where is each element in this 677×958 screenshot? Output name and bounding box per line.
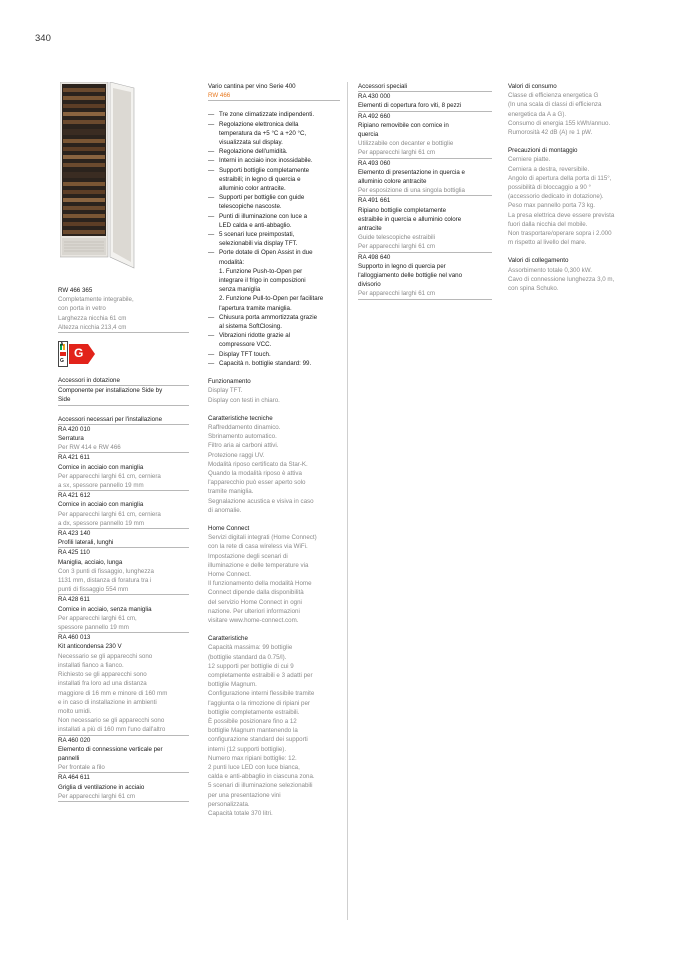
item-name: l'alloggiamento delle bottiglie nel vano <box>358 272 463 280</box>
section-line: Servizi digitali integrati (Home Connect) <box>208 534 317 542</box>
product-title: Vario cantina per vino Serie 400 <box>208 83 296 90</box>
section-line: 2 punti luce LED con luce bianca, <box>208 764 300 772</box>
section-line: calda e anti-abbaglio in ciascuna zona. <box>208 773 315 781</box>
section-line: 12 supporti per bottiglie di cui 9 <box>208 662 294 670</box>
item-note: installati a più di 160 mm l'uno dall'altro <box>58 725 189 735</box>
item-name: Cornice in acciaio con maniglia <box>58 463 144 471</box>
item-note: Per esposizione di una singola bottiglia <box>358 186 492 196</box>
section-funzionamento <box>208 377 340 405</box>
item-name: Elementi di copertura foro viti, 8 pezzi <box>358 101 492 111</box>
item-name: pannelli <box>58 754 80 762</box>
section-line: Assorbimento totale 0,300 kW. <box>508 266 592 274</box>
feature-item: — Interni in acciaio inox inossidabile. <box>208 156 340 165</box>
column-1 <box>58 286 189 333</box>
column-separator <box>347 82 348 920</box>
section-line: 5 scenari di illuminazione selezionabili <box>208 782 313 790</box>
item-note: e in caso di installazione in ambienti <box>58 698 157 706</box>
item-note: Per apparecchi larghi 61 cm <box>358 148 492 158</box>
section-line: completamente estraibili e 3 adatti per <box>208 671 313 679</box>
item-code: RA 498 640 <box>358 253 391 261</box>
energy-label <box>58 341 98 372</box>
section-title: Valori di collegamento <box>508 257 569 265</box>
section-line: visitare www.home-connect.com. <box>208 616 299 624</box>
feature-item: — Tre zone climatizzate indipendenti. <box>208 110 340 119</box>
energy-class: G <box>74 346 84 360</box>
item-name: Elemento di connessione verticale per <box>58 745 163 753</box>
feature-item: — Punti di illuminazione con luce a LED calda e anti-abbaglio. <box>208 212 340 230</box>
section-line: Numero max ripiani bottiglie: 12. <box>208 754 297 762</box>
section-line: del servizio Home Connect in ogni <box>208 598 302 606</box>
wine-cabinet-illustration <box>60 82 160 277</box>
item-note: Per apparecchi larghi 61 cm <box>358 242 492 252</box>
section-title: Home Connect <box>208 524 250 532</box>
section-line: Consumo di energia 155 kWh/annuo. <box>508 119 611 127</box>
item-name: Elemento di presentazione in quercia e <box>358 168 465 176</box>
model-number: RW 466 365 <box>58 287 93 294</box>
section-line: (bottiglie standard da 0.75/l). <box>208 653 287 661</box>
included-item: Side <box>58 395 189 405</box>
item-note: a sx, spessore pannello 19 mm <box>58 481 189 491</box>
section-line: Cerniera a destra, reversibile. <box>508 165 590 173</box>
item-note: Non necessario se gli apparecchi sono <box>58 717 165 725</box>
section-line: Classe di efficienza energetica G <box>508 92 599 100</box>
section-line: l'aggiunta o la rimozione di ripiani per <box>208 699 310 707</box>
section-line: Angolo di apertura della porta di 115°, <box>508 174 612 182</box>
item-code: RA 460 013 <box>58 634 91 642</box>
item-name: antracite <box>358 225 382 233</box>
item-name: Ripiano removibile con cornice in <box>358 121 449 129</box>
item-name: estraibile in quercia e alluminio colore <box>358 215 462 223</box>
item-note: Utilizzabile con decanter e bottiglie <box>358 140 454 148</box>
section-line: illuminazione e delle temperature via <box>208 561 309 569</box>
model-desc-line: Completamente integrabile, <box>58 296 134 304</box>
item-note: spessore pannello 19 mm <box>58 623 189 633</box>
column-3 <box>358 82 492 300</box>
included-title: Accessori in dotazione <box>58 376 189 386</box>
item-note: a dx, spessore pannello 19 mm <box>58 519 189 529</box>
feature-item: — Regolazione dell'umidità. <box>208 147 340 156</box>
section-line: Impostazione degli scenari di <box>208 552 288 560</box>
included-item: Componente per installazione Side by <box>58 387 163 395</box>
section-caratteristiche <box>208 634 340 818</box>
item-name: Cornice in acciaio con maniglia <box>58 501 144 509</box>
item-name: alluminio colore antracite <box>358 178 427 186</box>
item-code: RA 428 611 <box>58 596 90 604</box>
wine-cabinet-image <box>60 82 160 277</box>
item-note: punti di fissaggio 554 mm <box>58 585 189 595</box>
section-line: fuori dalla nicchia del mobile. <box>508 220 588 228</box>
feature-item: — Chiusura porta ammortizzata grazie al sistema SoftClosing. <box>208 313 340 331</box>
item-name: Ripiano bottiglie completamente <box>358 206 447 214</box>
item-code: RA 421 612 <box>58 492 91 500</box>
section-line: configurazione standard dei supporti <box>208 736 308 744</box>
section-line: Display TFT. <box>208 387 243 395</box>
item-note: Per apparecchi larghi 61 cm, cerniera <box>58 472 161 480</box>
item-code: RA 464 611 <box>58 774 90 782</box>
section-line: Segnalazione acustica e visiva in caso <box>208 497 314 505</box>
item-name: Maniglia, acciaio, lunga <box>58 558 123 566</box>
item-code: RA 491 661 <box>358 197 391 205</box>
item-note: Guide telescopiche estraibili <box>358 234 436 242</box>
section-line: con spina Schuko. <box>508 285 559 293</box>
section-line: Non trasportare/operare sopra i 2.000 <box>508 230 612 238</box>
section-line: energetica da A a G). <box>508 110 567 118</box>
feature-item: — Capacità n. bottiglie standard: 99. <box>208 359 340 368</box>
special-accessories-title: Accessori speciali <box>358 82 492 92</box>
feature-item: — 5 scenari luce preimpostati, selezionabili via display TFT. <box>208 230 340 248</box>
section-line: l'apparecchio può esser aperto solo <box>208 479 306 487</box>
section-line: possibilità di bloccaggio a 90 ° <box>508 184 591 192</box>
section-line: Cerniere piatte. <box>508 156 551 164</box>
section-title: Caratteristiche <box>208 635 248 643</box>
section-line: Peso max pannello porta 73 kg. <box>508 202 596 210</box>
item-code: RA 430 000 <box>358 93 391 101</box>
item-note: Necessario se gli apparecchi sono <box>58 652 153 660</box>
section-line: Sbrinamento automatico. <box>208 433 277 441</box>
energy-scale-bottom: G <box>60 358 64 364</box>
section-line: Home Connect. <box>208 570 251 578</box>
feature-item: — Porte dotate di Open Assist in due modalità: 1. Funzione Push-to-Open per integrare il frigo in composizioni senza maniglia 2. Funzione Pull-to-Open per facilitare l'apertura tramite maniglia. <box>208 248 340 312</box>
feature-item: — Vibrazioni ridotte grazie al compressore VCC. <box>208 331 340 349</box>
section-line: Quando la modalità riposo è attiva <box>208 469 302 477</box>
section-caratteristiche-tecniche <box>208 414 340 515</box>
item-note: Per apparecchi larghi 61 cm, <box>58 614 137 622</box>
model-desc-line: Larghezza nicchia 61 cm <box>58 314 127 322</box>
energy-scale-top: A <box>60 342 64 348</box>
column-4 <box>508 82 643 293</box>
item-name: Supporto in legno di quercia per <box>358 262 446 270</box>
item-note: Per apparecchi larghi 61 cm <box>358 289 492 299</box>
item-note: Per frontale a filo <box>58 763 189 773</box>
section-line: bottiglie Magnum. <box>208 681 257 689</box>
item-note: installati fra loro ad una distanza <box>58 680 147 688</box>
section-line: Protezione raggi UV. <box>208 451 265 459</box>
section-title: Precauzioni di montaggio <box>508 147 578 155</box>
item-code: RA 423 140 <box>58 530 91 538</box>
model-desc-line: Altezza nicchia 213,4 cm <box>58 323 189 333</box>
section-line: È possibile posizionare fino a 12 <box>208 718 297 725</box>
section-line: m rispetto al livello del mare. <box>508 239 587 247</box>
section-line: Filtro aria ai carboni attivi. <box>208 442 279 450</box>
section-line: Connect dipende dalla disponibilità <box>208 589 304 597</box>
section-title: Caratteristiche tecniche <box>208 414 273 422</box>
item-code: RA 420 010 <box>58 425 91 433</box>
section-line: interni (12 supporti bottiglie). <box>208 745 287 753</box>
section-line: nazione. Per ulteriori informazioni <box>208 607 300 615</box>
section-line: Capacità massima: 99 bottiglie <box>208 644 293 652</box>
item-note: Per apparecchi larghi 61 cm, cerniera <box>58 510 161 518</box>
item-code: RA 425 110 <box>58 549 90 557</box>
item-name: Serratura <box>58 435 84 443</box>
section-line: Configurazione interni flessibile tramite <box>208 690 315 698</box>
feature-item: — Regolazione elettronica della temperatura da +5 °C a +20 °C, visualizzata sul display. <box>208 120 340 148</box>
section-line: bottiglie completamente estraibili. <box>208 708 300 716</box>
model-desc-line: con porta in vetro <box>58 305 106 313</box>
item-code: RA 493 060 <box>358 159 391 167</box>
item-note: Con 3 punti di fissaggio, lunghezza <box>58 567 154 575</box>
item-note: installati fianco a fianco. <box>58 661 124 669</box>
section-line: La presa elettrica deve essere prevista <box>508 211 615 219</box>
item-note: Richiesto se gli apparecchi sono <box>58 671 147 679</box>
section-line: Modalità riposo certificato da Star-K. <box>208 460 308 468</box>
page-number: 340 <box>35 33 51 44</box>
section-line: personalizzata. <box>208 800 250 808</box>
item-name: quercia <box>358 131 379 139</box>
item-note: Per RW 414 e RW 466 <box>58 443 189 453</box>
section-montaggio <box>508 146 643 247</box>
section-consumo <box>508 82 643 137</box>
section-line: (In una scala di classi di efficienza <box>508 101 602 109</box>
item-name: Griglia di ventilazione in acciaio <box>58 783 145 791</box>
item-name: Kit anticondensa 230 V <box>58 643 122 651</box>
section-line: (accessorio dedicato in dotazione). <box>508 193 604 201</box>
item-note: Per apparecchi larghi 61 cm <box>58 792 189 802</box>
item-code: RA 460 020 <box>58 736 91 744</box>
item-name: divisorio <box>358 281 381 289</box>
feature-item: — Supporti bottiglie completamente estraibili; in legno di quercia e alluminio color antracite. <box>208 166 340 194</box>
item-note: 1131 mm, distanza di foratura tra i <box>58 577 152 585</box>
feature-item: — Display TFT touch. <box>208 350 340 359</box>
feature-list <box>208 110 340 368</box>
section-line: Il funzionamento della modalità Home <box>208 580 312 588</box>
section-title: Funzionamento <box>208 378 251 386</box>
item-note: maggiore di 16 mm e minore di 160 mm <box>58 689 168 697</box>
required-title: Accessori necessari per l'installazione <box>58 415 189 425</box>
section-line: Display con testi in chiaro. <box>208 396 280 404</box>
column-1-accessories <box>58 376 189 802</box>
item-code: RA 421 611 <box>58 454 90 462</box>
section-title: Valori di consumo <box>508 83 557 90</box>
section-line: tramite maniglia. <box>208 488 254 496</box>
section-line: Capacità totale 370 litri. <box>208 810 273 818</box>
section-line: bottiglie Magnum mantenendo la <box>208 727 298 735</box>
section-line: di anomalie. <box>208 506 242 514</box>
section-line: con la rete di casa wireless via WiFi. <box>208 543 308 551</box>
item-note: molto umidi. <box>58 707 92 715</box>
item-name: Cornice in acciaio, senza maniglia <box>58 605 152 613</box>
section-line: Raffreddamento dinamico. <box>208 423 281 431</box>
section-line: per una presentazione vini <box>208 791 281 799</box>
column-2 <box>208 82 340 818</box>
section-line: Cavo di connessione lunghezza 3,0 m, <box>508 275 615 283</box>
item-name: Profili laterali, lunghi <box>58 538 189 548</box>
feature-item: — Supporti per bottiglie con guide telescopiche nascoste. <box>208 193 340 211</box>
product-model: RW 466 <box>208 91 340 101</box>
section-collegamento <box>508 256 643 293</box>
item-code: RA 492 660 <box>358 112 391 120</box>
section-line: Rumorosità 42 dB (A) re 1 pW. <box>508 129 593 137</box>
section-home-connect <box>208 524 340 625</box>
